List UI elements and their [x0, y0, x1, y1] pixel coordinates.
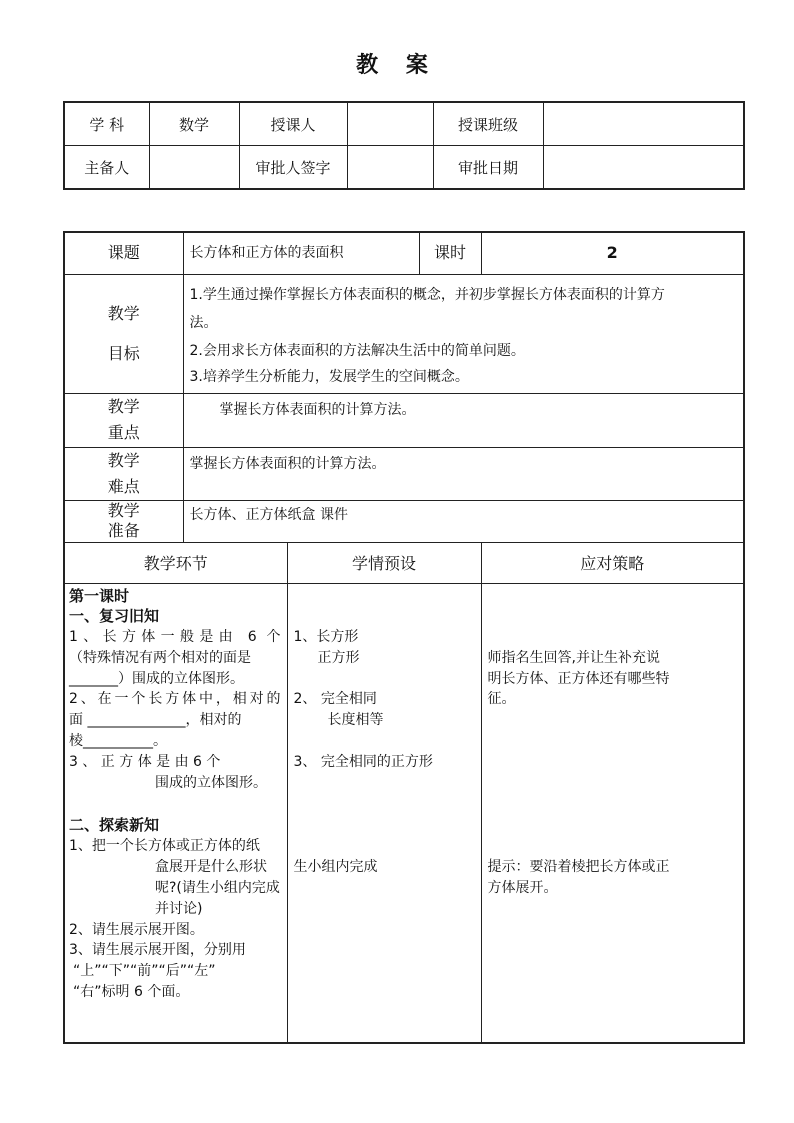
preparer-value — [149, 146, 239, 190]
teacher-label: 授课人 — [239, 102, 347, 146]
column-header-strategy: 应对策略 — [481, 542, 744, 583]
approve-date-label: 审批日期 — [433, 146, 543, 190]
answer-4: 生小组内完成 — [293, 858, 378, 875]
goals-label-line1: 教学 — [107, 303, 140, 323]
topic-value: 长方体和正方体的表面积 — [183, 232, 419, 274]
key-label-line1: 教学 — [107, 397, 140, 416]
strategy-2-line1: 提示：要沿着棱把长方体或正 — [487, 858, 670, 875]
class-value — [543, 102, 744, 146]
prep-label-line1: 教学 — [107, 501, 140, 520]
explore-e1-line3: 呢?(请生小组内完成 — [155, 879, 280, 896]
goal-item: 1.学生通过操作掌握长方体表面积的概念，并初步掌握长方体表面积的计算方 — [189, 286, 665, 303]
explore-e1-line4: 并讨论) — [155, 900, 203, 917]
subject-value: 数学 — [149, 102, 239, 146]
class-label: 授课班级 — [433, 102, 543, 146]
review-title: 一、复习旧知 — [69, 606, 160, 625]
review-q1-line2: （特殊情况有两个相对的面是 — [69, 649, 251, 666]
column-header-steps: 教学环节 — [64, 542, 287, 583]
lesson-plan-table — [63, 231, 745, 1044]
difficulty-content: 掌握长方体表面积的计算方法。 — [183, 447, 744, 500]
prep-label — [64, 500, 183, 542]
review-q1-line1: 1、长方体一般是由 6 个 — [69, 628, 281, 645]
review-q2-line1: 2、在一个长方体中，相对的 — [69, 690, 281, 707]
review-q2-line3: 棱__________。 — [69, 732, 167, 749]
key-label — [64, 393, 183, 447]
topic-label: 课题 — [64, 232, 183, 274]
preparer-label: 主备人 — [64, 146, 149, 190]
prep-content: 长方体、正方体纸盒 课件 — [183, 500, 744, 542]
approver-label: 审批人签字 — [239, 146, 347, 190]
strategy-2-line2: 方体展开。 — [487, 879, 558, 896]
goals-content — [183, 274, 744, 393]
explore-title: 二、探索新知 — [69, 815, 160, 834]
header-info-table — [63, 101, 745, 190]
goal-item: 3.培养学生分析能力，发展学生的空间概念。 — [189, 368, 469, 385]
answer-2-line1: 2、 完全相同 — [293, 690, 377, 707]
answer-1-line2: 正方形 — [317, 649, 360, 666]
hours-value: 2 — [481, 232, 744, 274]
approver-value — [347, 146, 433, 190]
review-q3-line1: 3 、 正 方 体 是 由 6 个 — [69, 753, 221, 770]
explore-e1-line2: 盒展开是什么形状 — [155, 858, 267, 875]
explore-e2: 2、请生展示展开图。 — [69, 921, 204, 938]
period-title: 第一课时 — [69, 586, 130, 605]
explore-e1-line1: 1、把一个长方体或正方体的纸 — [69, 837, 260, 854]
difficulty-label — [64, 447, 183, 500]
explore-e3-line3: “右”标明 6 个面。 — [73, 983, 190, 1000]
review-q3-line2: 围成的立体图形。 — [155, 774, 267, 791]
goals-label — [64, 274, 183, 393]
expected-cell — [287, 583, 481, 1043]
review-q2-line2: 面 ______________，相对的 — [69, 711, 242, 728]
goal-item: 法。 — [189, 314, 218, 331]
column-header-expected: 学情预设 — [287, 542, 481, 583]
strategy-1-line2: 明长方体、正方体还有哪些特 — [487, 670, 670, 687]
teacher-value — [347, 102, 433, 146]
goal-item: 2.会用求长方体表面积的方法解决生活中的简单问题。 — [189, 342, 525, 359]
subject-label: 学 科 — [64, 102, 149, 146]
approve-date-value — [543, 146, 744, 190]
explore-e3-line1: 3、请生展示展开图，分别用 — [69, 941, 246, 958]
answer-3: 3、 完全相同的正方形 — [293, 753, 433, 770]
answer-2-line2: 长度相等 — [327, 711, 384, 728]
strategy-1-line3: 征。 — [487, 690, 516, 707]
difficulty-label-line1: 教学 — [107, 450, 140, 470]
page-title: 教 案 — [356, 53, 438, 78]
review-q1-line3: _______）围成的立体图形。 — [69, 670, 244, 687]
strategy-cell — [481, 583, 744, 1043]
difficulty-label-line2: 难点 — [107, 476, 140, 496]
key-label-line2: 重点 — [107, 423, 140, 442]
steps-cell — [64, 583, 287, 1043]
strategy-1-line1: 师指名生回答,并让生补充说 — [487, 649, 660, 666]
hours-label: 课时 — [419, 232, 481, 274]
key-content: 掌握长方体表面积的计算方法。 — [183, 393, 744, 447]
explore-e3-line2: “上”“下”“前”“后”“左” — [73, 962, 216, 979]
goals-label-line2: 目标 — [107, 343, 140, 363]
prep-label-line2: 准备 — [107, 521, 140, 540]
answer-1-line1: 1、长方形 — [293, 628, 359, 645]
